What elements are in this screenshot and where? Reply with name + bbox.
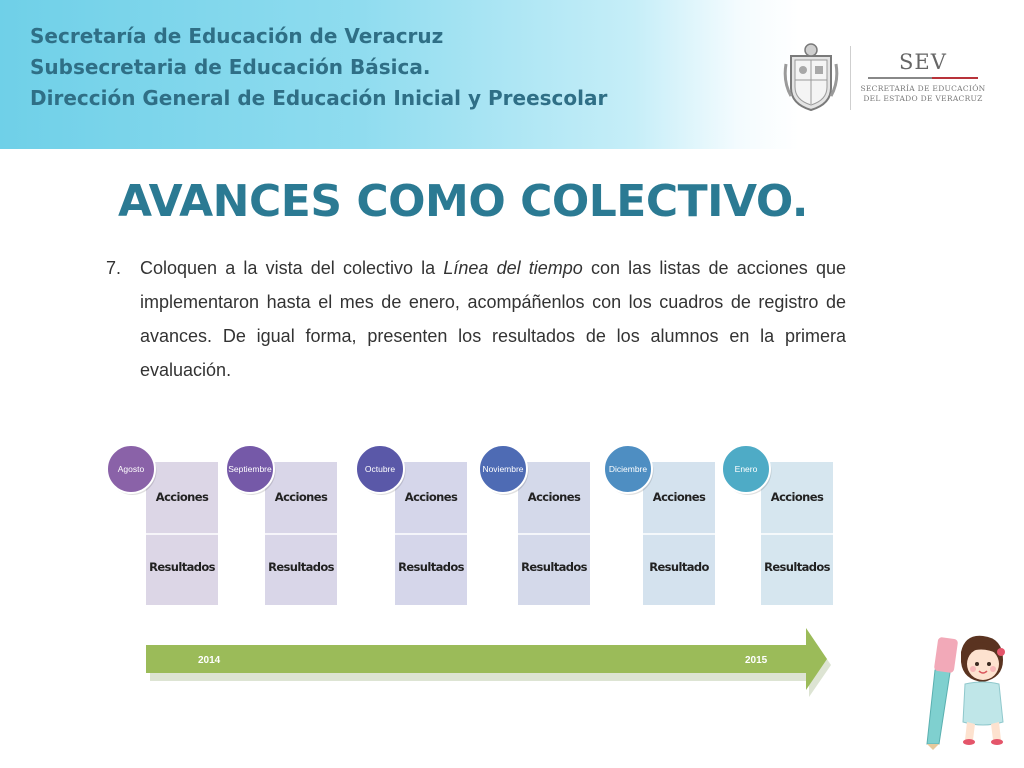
paragraph-italic: Línea del tiempo (443, 258, 583, 278)
sev-logo-title: SEV (899, 50, 947, 74)
logo-divider (850, 46, 851, 110)
month-actions-label: Acciones (652, 490, 706, 504)
month-name: Diciembre (608, 464, 648, 474)
timeline-months (107, 445, 833, 605)
month-name: Agosto (117, 464, 145, 474)
month-results-label: Resultados (149, 560, 215, 574)
paragraph-text (140, 251, 846, 387)
month-actions-label: Acciones (404, 490, 458, 504)
header-line-subsecretaria: Subsecretaria de Educación Básica. (30, 55, 431, 79)
timeline-month-noviembre (479, 445, 590, 605)
timeline-month-agosto (107, 445, 218, 605)
month-actions-label: Acciones (155, 490, 209, 504)
paragraph-number: 7. (106, 258, 122, 278)
month-name: Enero (734, 464, 758, 474)
month-results-label: Resultados (764, 560, 830, 574)
month-results-label: Resultado (649, 560, 709, 574)
month-actions-label: Acciones (274, 490, 328, 504)
paragraph-text-after: con las listas de acciones que implementaron hasta el mes de enero, acompáñenlos con los cuadros de registro de avances. De igual forma, presenten los resultados de los alumnos en la primera evaluación. (140, 258, 846, 380)
month-actions-label: Acciones (770, 490, 824, 504)
sev-logo (856, 50, 990, 104)
month-name: Septiembre (228, 464, 272, 474)
month-name: Octubre (364, 464, 396, 474)
month-results-label: Resultados (398, 560, 464, 574)
year-end-label: 2015 (745, 655, 768, 666)
timeline-month-octubre (356, 445, 467, 605)
timeline-month-septiembre (226, 445, 337, 605)
sev-logo-subtitle-1: SECRETARÍA DE EDUCACIÓN (860, 84, 986, 93)
page-title: AVANCES COMO COLECTIVO. (118, 176, 808, 227)
month-results-label: Resultados (268, 560, 334, 574)
month-actions-label: Acciones (527, 490, 581, 504)
paragraph-text-before: Coloquen a la vista del colectivo la (140, 258, 444, 278)
month-results-label: Resultados (521, 560, 587, 574)
header-line-secretaria: Secretaría de Educación de Veracruz (30, 24, 444, 48)
girl-with-pencil-illustration (917, 626, 1011, 750)
month-name: Noviembre (482, 464, 524, 474)
sev-logo-subtitle-2: DEL ESTADO DE VERACRUZ (863, 94, 983, 103)
instruction-paragraph (106, 251, 846, 387)
sev-logo-rule (868, 77, 978, 79)
veracruz-seal-logo (783, 42, 839, 112)
timeline-month-enero (722, 445, 833, 605)
year-start-label: 2014 (198, 655, 221, 666)
header-text (30, 21, 607, 114)
header-line-direccion: Dirección General de Educación Inicial y Preescolar (30, 86, 608, 110)
timeline-arrow (146, 628, 831, 697)
timeline-month-diciembre (604, 445, 715, 605)
